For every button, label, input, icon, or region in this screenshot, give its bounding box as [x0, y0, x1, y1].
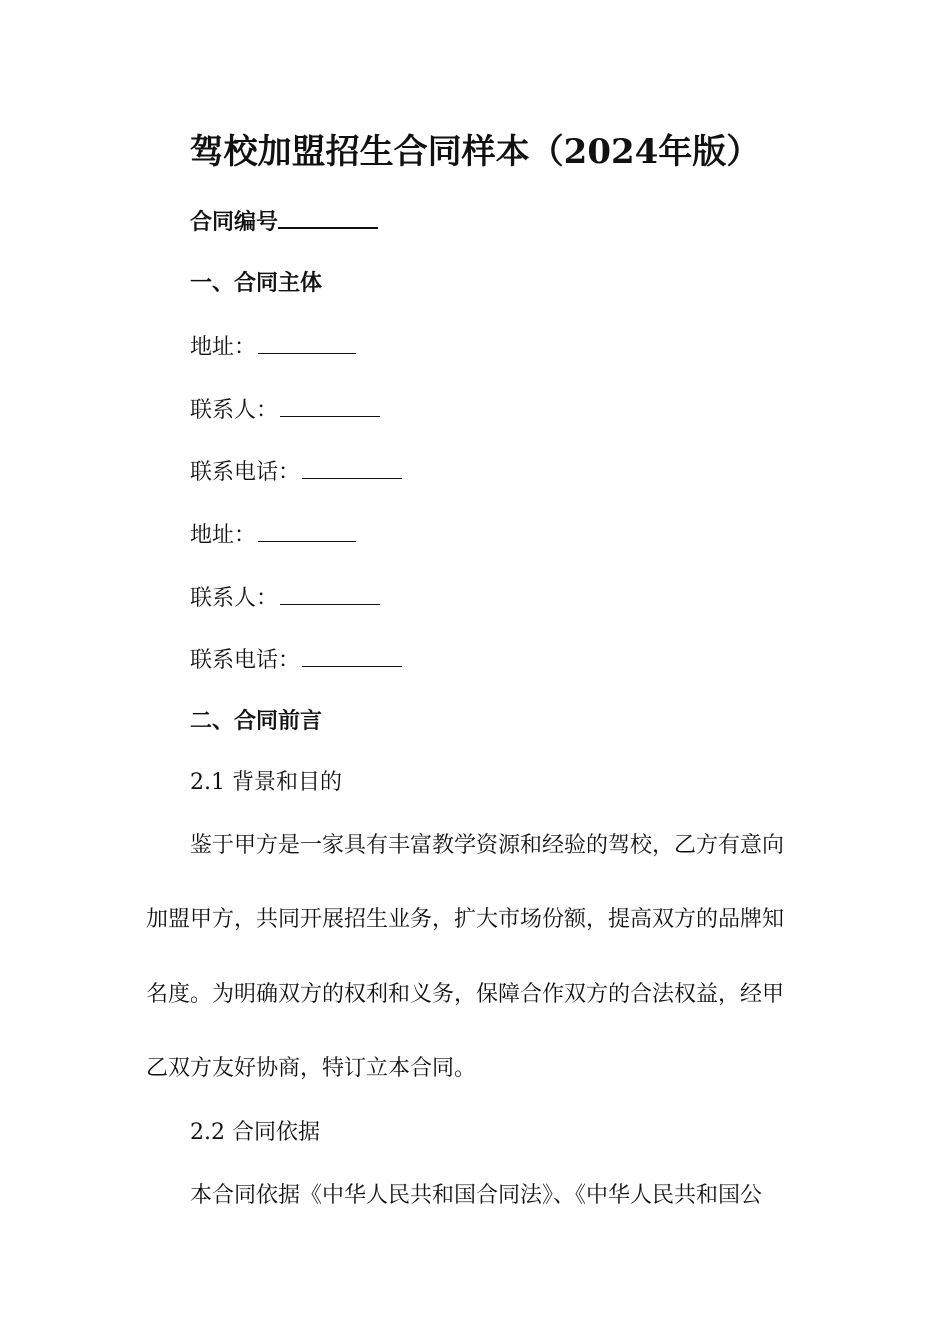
subsection-2-1-heading: 2.1 背景和目的	[190, 770, 342, 795]
contract-number-blank[interactable]	[278, 205, 378, 229]
subsection-2-2-heading: 2.2 合同依据	[190, 1120, 320, 1145]
party-a-address-line	[190, 331, 356, 363]
party-a-contact-line	[190, 394, 380, 426]
party-a-address-label: 地址：	[190, 335, 257, 360]
party-b-address-line	[190, 519, 356, 551]
party-b-phone-label: 联系电话：	[190, 648, 301, 673]
paragraph-2-1-line: 加盟甲方，共同开展招生业务，扩大市场份额，提高双方的品牌知	[146, 907, 785, 932]
paragraph-2-1-line: 乙双方友好协商，特订立本合同。	[146, 1056, 477, 1081]
party-a-contact-blank[interactable]	[280, 394, 380, 417]
party-a-address-blank[interactable]	[258, 331, 356, 354]
party-a-phone-blank[interactable]	[302, 456, 402, 479]
paragraph-2-1-line: 名度。为明确双方的权利和义务，保障合作双方的合法权益，经甲	[146, 982, 785, 1007]
party-b-address-label: 地址：	[190, 523, 257, 548]
paragraph-2-1-line: 鉴于甲方是一家具有丰富教学资源和经验的驾校，乙方有意向	[146, 833, 785, 858]
contract-number-line	[190, 205, 378, 237]
section1-heading: 一、合同主体	[190, 270, 323, 296]
section2-heading: 二、合同前言	[190, 708, 323, 734]
party-a-contact-label: 联系人：	[190, 398, 279, 423]
party-b-contact-blank[interactable]	[280, 582, 380, 605]
document-title: 驾校加盟招生合同样本（2024年版）	[189, 132, 761, 172]
contract-number-label: 合同编号	[190, 209, 279, 235]
party-b-address-blank[interactable]	[258, 519, 356, 542]
party-b-phone-blank[interactable]	[302, 644, 402, 667]
party-b-phone-line	[190, 644, 402, 676]
party-b-contact-line	[190, 582, 380, 614]
party-a-phone-line	[190, 456, 402, 488]
party-a-phone-label: 联系电话：	[190, 460, 301, 485]
party-b-contact-label: 联系人：	[190, 586, 279, 611]
paragraph-2-2-line: 本合同依据《中华人民共和国合同法》、《中华人民共和国公	[146, 1183, 763, 1208]
